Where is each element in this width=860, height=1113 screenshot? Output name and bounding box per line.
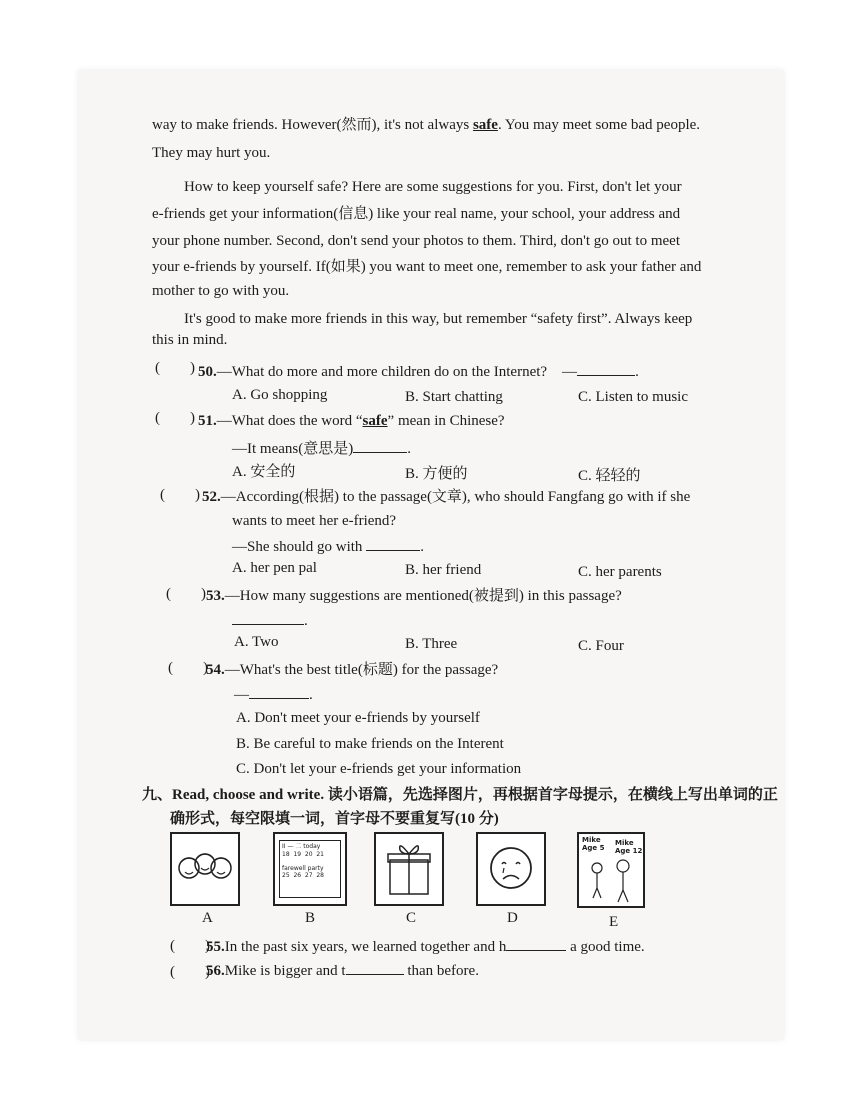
question-stem: —It means(意思是) . [232, 441, 411, 457]
question-stem: 52.—According(根据) to the passage(文章), who should Fangfang go with if she [202, 489, 691, 505]
answer-blank[interactable] [353, 440, 407, 453]
question-stem: — . [234, 687, 313, 703]
passage-line: How to keep yourself safe? Here are some suggestions for you. First, don't let your [184, 179, 682, 195]
answer-bracket[interactable]: ( ) [170, 964, 210, 980]
picture-d-sad-face [476, 832, 546, 906]
section-heading-line2: 确形式，每空限填一词，首字母不要重复写(10 分) [170, 811, 499, 827]
answer-bracket[interactable]: ( ) [170, 938, 210, 954]
option-c: C. her parents [578, 564, 662, 580]
sad-face-icon [478, 834, 544, 904]
picture-label-e: E [609, 914, 619, 930]
answer-blank[interactable] [366, 538, 420, 551]
answer-blank[interactable] [232, 612, 304, 625]
picture-label-d: D [507, 910, 518, 926]
word-safe: safe [472, 117, 498, 133]
picture-a-three-kids [170, 832, 240, 906]
option-b: B. Be careful to make friends on the Interent [236, 736, 504, 752]
answer-bracket[interactable]: ( ) [166, 586, 206, 602]
boys-icon [579, 834, 643, 906]
picture-label-c: C [406, 910, 417, 926]
question-stem: wants to meet her e-friend? [232, 513, 397, 529]
fill-question: 55.In the past six years, we learned together and h a good time. [206, 939, 645, 955]
picture-label-a: A [202, 910, 213, 926]
option-b: B. 方便的 [405, 466, 468, 482]
option-b: B. Three [405, 636, 458, 652]
answer-bracket[interactable]: ( ) [168, 660, 208, 676]
passage-line: your phone number. Second, don't send your photos to them. Third, don't go out to meet [152, 233, 680, 249]
answer-bracket[interactable]: ( ) [155, 410, 195, 426]
option-c: C. Listen to music [578, 389, 688, 405]
fill-question: 56.Mike is bigger and t than before. [206, 963, 479, 979]
question-stem: 50.—What do more and more children do on the Internet? — . [198, 364, 639, 380]
passage-line: way to make friends. However(然而), it's not always safe. You may meet some bad people. [152, 117, 701, 133]
question-stem: 54.—What's the best title(标题) for the passage? [206, 662, 499, 678]
kids-faces-icon [172, 834, 238, 904]
option-b: B. her friend [405, 562, 482, 578]
calendar-icon: II — 二 today 18 19 20 21 farewell party 25 26 27 28 [279, 840, 341, 898]
question-stem: —She should go with . [232, 539, 424, 555]
answer-blank[interactable] [577, 363, 635, 376]
answer-blank[interactable] [346, 962, 404, 975]
option-a: A. Two [234, 634, 279, 650]
option-a: A. 安全的 [232, 464, 296, 480]
answer-blank[interactable] [506, 938, 566, 951]
passage-line: your e-friends by yourself. If(如果) you want to meet one, remember to ask your father and [152, 259, 702, 275]
passage-line: mother to go with you. [152, 283, 290, 299]
option-a: A. her pen pal [232, 560, 317, 576]
question-stem: 53.—How many suggestions are mentioned(被提到) in this passage? [206, 588, 622, 604]
option-c: C. Four [578, 638, 624, 654]
question-stem: . [232, 612, 308, 629]
passage-line: They may hurt you. [152, 145, 271, 161]
option-a: A. Go shopping [232, 387, 328, 403]
passage-line: this in mind. [152, 332, 228, 348]
section-heading: 九、Read, choose and write. 读小语篇，先选择图片，再根据首字母提示，在横线上写出单词的正 [142, 787, 778, 803]
gift-box-icon [376, 834, 442, 904]
answer-bracket[interactable]: ( ) [160, 487, 200, 503]
option-b: B. Start chatting [405, 389, 503, 405]
picture-b-calendar [273, 832, 347, 906]
answer-blank[interactable] [249, 686, 309, 699]
picture-e-mike-ages: Mike Age 5 Mike Age 12 [577, 832, 645, 908]
question-stem: 51.—What does the word “safe” mean in Chinese? [198, 413, 505, 429]
answer-bracket[interactable]: ( ) [155, 360, 195, 376]
passage-line: e-friends get your information(信息) like your real name, your school, your address and [152, 206, 681, 222]
picture-label-b: B [305, 910, 316, 926]
picture-c-gift [374, 832, 444, 906]
option-a: A. Don't meet your e-friends by yourself [236, 710, 480, 726]
passage-line: It's good to make more friends in this way, but remember “safety first”. Always keep [184, 311, 693, 327]
option-c: C. 轻轻的 [578, 468, 641, 484]
option-c: C. Don't let your e-friends get your information [236, 761, 522, 777]
